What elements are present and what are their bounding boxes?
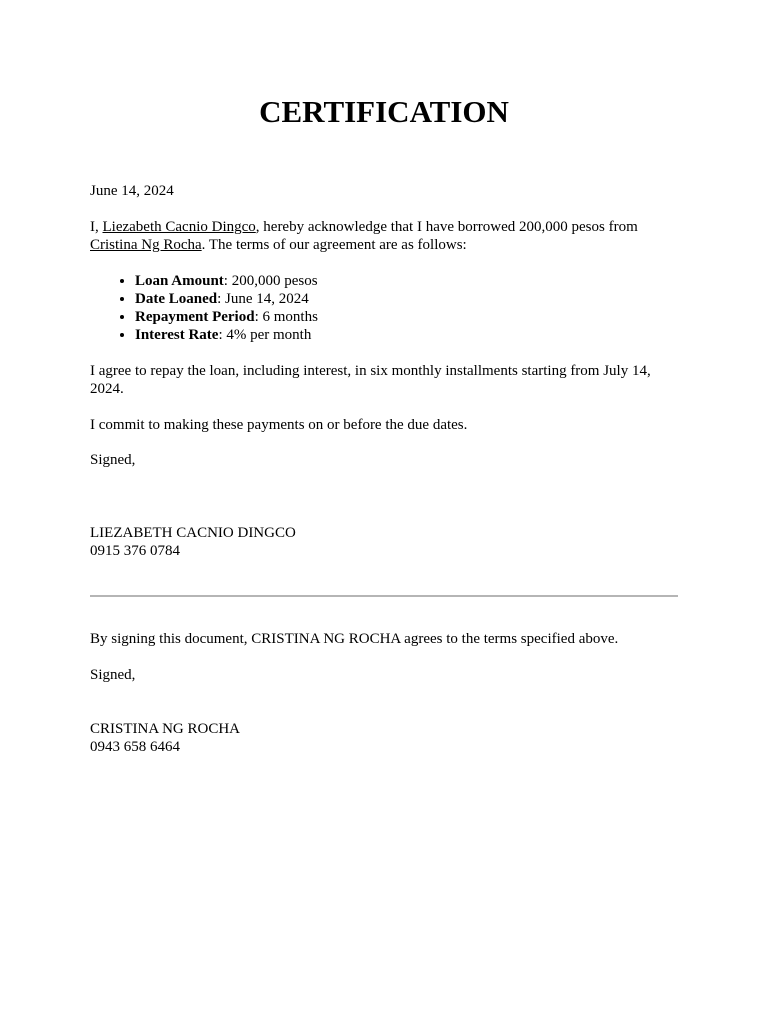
commitment-paragraph: I commit to making these payments on or before the due dates. — [90, 417, 468, 433]
lender-phone: 0943 658 6464 — [90, 739, 180, 755]
term-repayment-period — [135, 308, 318, 326]
borrower-name: LIEZABETH CACNIO DINGCO — [90, 525, 296, 541]
section-divider — [90, 595, 678, 597]
term-interest-rate — [135, 326, 318, 344]
intro-paragraph — [90, 218, 678, 254]
term-value: : June 14, 2024 — [217, 291, 309, 307]
borrower-name-link[interactable]: Liezabeth Cacnio Dingco — [102, 219, 256, 235]
terms-list — [90, 272, 318, 344]
document-date: June 14, 2024 — [90, 183, 174, 199]
intro-prefix: I, — [90, 219, 103, 235]
intro-suffix: . The terms of our agreement are as follows: — [201, 237, 467, 253]
term-value: : 6 months — [254, 309, 318, 325]
term-value: : 4% per month — [218, 327, 312, 343]
term-loan-amount — [135, 272, 318, 290]
lender-name-link[interactable]: Cristina Ng Rocha — [90, 237, 202, 253]
term-value: : 200,000 pesos — [223, 273, 318, 289]
lender-signed-label: Signed, — [90, 667, 136, 683]
borrower-signature-block — [90, 524, 296, 560]
term-date-loaned — [135, 290, 318, 308]
term-label: Loan Amount — [135, 273, 224, 289]
document-title: CERTIFICATION — [259, 94, 509, 129]
borrower-signed-label: Signed, — [90, 452, 136, 468]
lender-name: CRISTINA NG ROCHA — [90, 721, 241, 737]
intro-middle: , hereby acknowledge that I have borrowed 200,000 pesos from — [255, 219, 638, 235]
borrower-phone: 0915 376 0784 — [90, 543, 180, 559]
lender-agreement-statement: By signing this document, CRISTINA NG ROCHA agrees to the terms specified above. — [90, 631, 619, 647]
lender-signature-block — [90, 720, 240, 756]
term-label: Repayment Period — [135, 309, 255, 325]
term-label: Date Loaned — [135, 291, 218, 307]
repayment-paragraph: I agree to repay the loan, including interest, in six monthly installments starting from July 14, 2024. — [90, 363, 651, 397]
term-label: Interest Rate — [135, 327, 219, 343]
